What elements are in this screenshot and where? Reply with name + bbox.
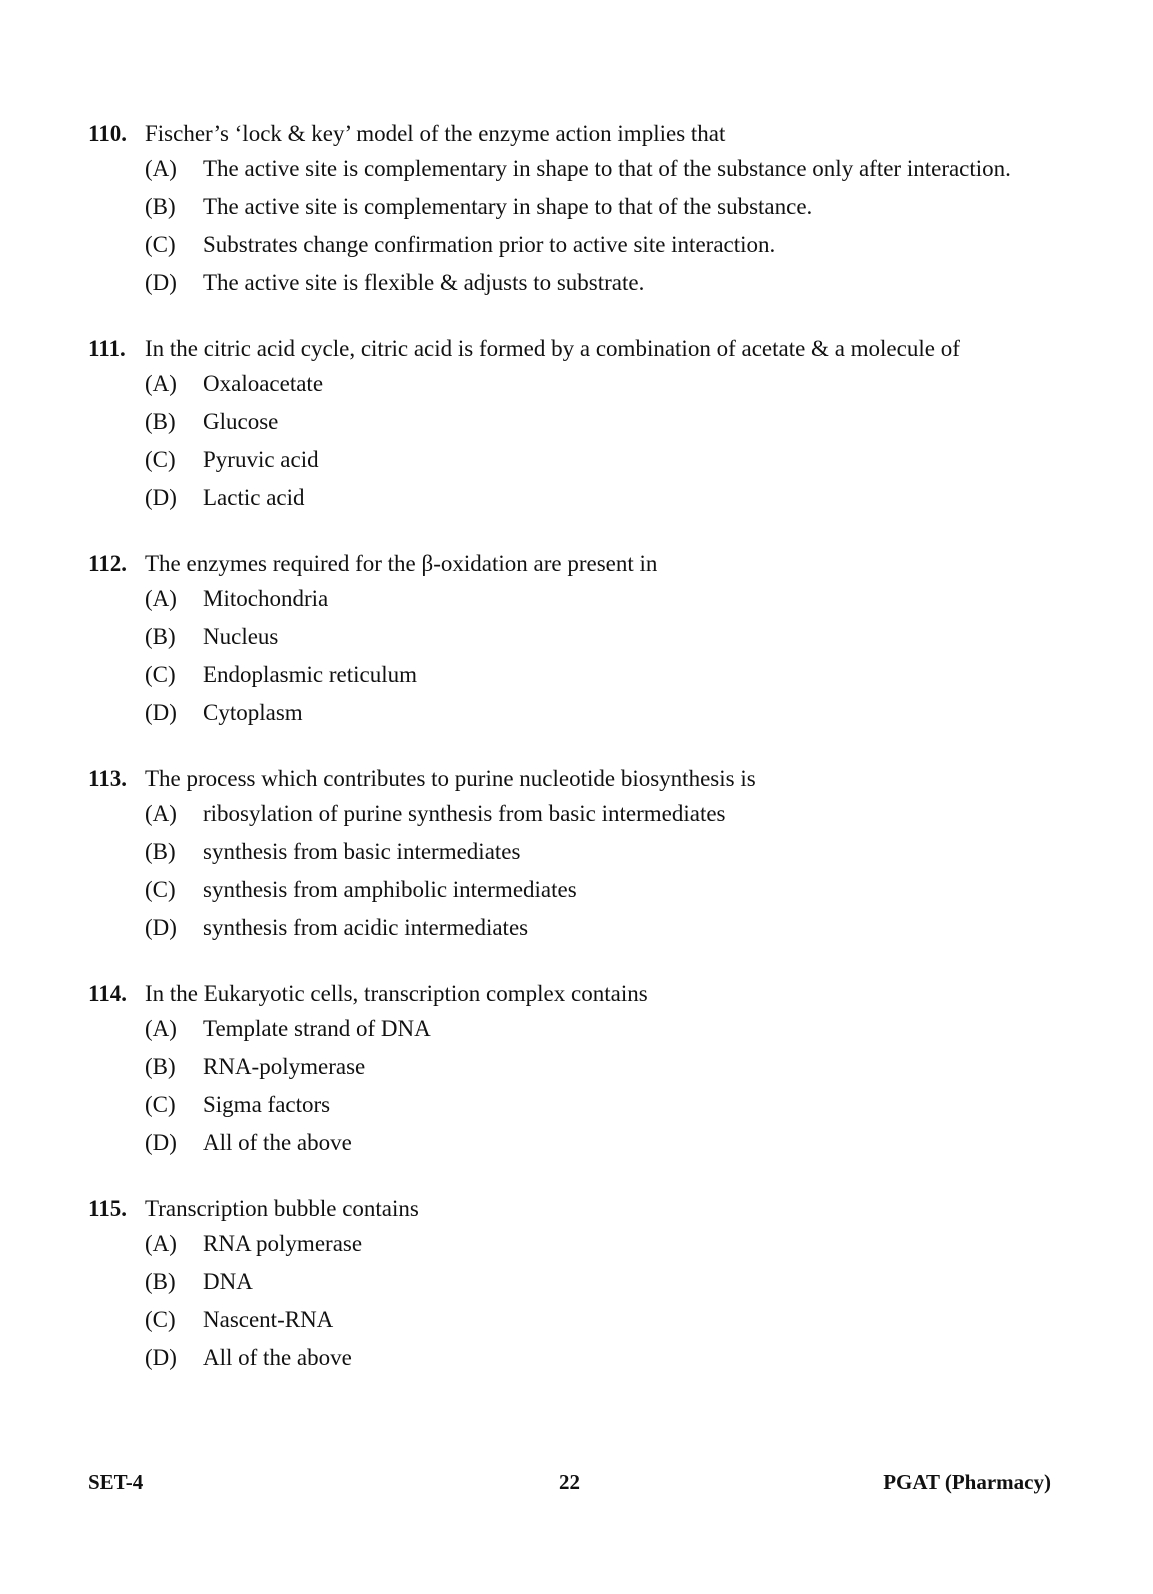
option-letter: (A) (145, 586, 177, 611)
answer-option (145, 622, 1043, 651)
question-list (88, 118, 1043, 1408)
option-text: Substrates change confirmation prior to active site interaction. (203, 232, 776, 257)
option-letter: (A) (145, 371, 177, 396)
option-text: All of the above (203, 1345, 352, 1370)
answer-option (145, 1343, 1043, 1372)
option-letter: (D) (145, 485, 177, 510)
question-number: 114. (88, 981, 127, 1006)
answer-option (145, 913, 1043, 942)
question-number: 113. (88, 766, 127, 791)
question-text: Transcription bubble contains (145, 1196, 419, 1221)
answer-option (145, 1014, 1043, 1043)
option-text: Template strand of DNA (203, 1016, 431, 1041)
footer-set-label: SET-4 (88, 1470, 144, 1494)
option-letter: (B) (145, 409, 176, 434)
answer-option (145, 445, 1043, 474)
option-text: The active site is complementary in shape to that of the substance. (203, 194, 813, 219)
answer-option (145, 483, 1043, 512)
question-stem (88, 978, 1043, 1010)
answer-option (145, 1229, 1043, 1258)
answer-option (145, 1128, 1043, 1157)
option-text: RNA polymerase (203, 1231, 363, 1256)
question-block (88, 1193, 1043, 1372)
option-list (145, 369, 1043, 512)
question-stem (88, 763, 1043, 795)
footer-page-number: 22 (559, 1470, 580, 1494)
option-text: Nascent-RNA (203, 1307, 334, 1332)
question-block (88, 548, 1043, 727)
option-text: synthesis from basic intermediates (203, 839, 521, 864)
question-number: 110. (88, 121, 127, 146)
option-letter: (C) (145, 877, 176, 902)
option-text: ribosylation of purine synthesis from basic intermediates (203, 801, 726, 826)
option-letter: (C) (145, 662, 176, 687)
option-text: The active site is flexible & adjusts to substrate. (203, 270, 645, 295)
answer-option (145, 584, 1043, 613)
answer-option (145, 1090, 1043, 1119)
answer-option (145, 192, 1043, 221)
option-letter: (B) (145, 194, 176, 219)
answer-option (145, 837, 1043, 866)
question-text: The process which contributes to purine nucleotide biosynthesis is (145, 766, 756, 791)
question-number: 115. (88, 1196, 127, 1221)
question-block (88, 763, 1043, 942)
option-text: DNA (203, 1269, 253, 1294)
question-block (88, 118, 1043, 297)
option-letter: (D) (145, 1130, 177, 1155)
footer-exam-title: PGAT (Pharmacy) (883, 1470, 1051, 1494)
option-text: Pyruvic acid (203, 447, 319, 472)
option-text: Nucleus (203, 624, 279, 649)
question-text: In the Eukaryotic cells, transcription complex contains (145, 981, 648, 1006)
option-text: synthesis from amphibolic intermediates (203, 877, 577, 902)
answer-option (145, 875, 1043, 904)
option-list (145, 154, 1043, 297)
option-text: Glucose (203, 409, 279, 434)
option-list (145, 584, 1043, 727)
question-stem (88, 1193, 1043, 1225)
answer-option (145, 369, 1043, 398)
option-letter: (D) (145, 270, 177, 295)
option-letter: (B) (145, 624, 176, 649)
question-number: 111. (88, 336, 126, 361)
option-letter: (C) (145, 1307, 176, 1332)
option-letter: (D) (145, 915, 177, 940)
question-stem (88, 548, 1043, 580)
option-letter: (C) (145, 232, 176, 257)
option-letter: (A) (145, 1231, 177, 1256)
answer-option (145, 154, 1043, 183)
option-text: The active site is complementary in shape to that of the substance only after interaction. (203, 156, 1011, 181)
option-text: Oxaloacetate (203, 371, 324, 396)
option-text: synthesis from acidic intermediates (203, 915, 529, 940)
question-stem (88, 333, 1043, 365)
option-text: Lactic acid (203, 485, 305, 510)
option-text: Endoplasmic reticulum (203, 662, 417, 687)
option-letter: (A) (145, 1016, 177, 1041)
answer-option (145, 1052, 1043, 1081)
option-text: Mitochondria (203, 586, 329, 611)
option-letter: (C) (145, 447, 176, 472)
answer-option (145, 799, 1043, 828)
answer-option (145, 407, 1043, 436)
question-text: In the citric acid cycle, citric acid is formed by a combination of acetate & a molecule of (145, 336, 960, 361)
answer-option (145, 230, 1043, 259)
option-letter: (B) (145, 839, 176, 864)
option-letter: (C) (145, 1092, 176, 1117)
answer-option (145, 268, 1043, 297)
answer-option (145, 698, 1043, 727)
option-list (145, 799, 1043, 942)
option-letter: (A) (145, 801, 177, 826)
question-text: The enzymes required for the β-oxidation are present in (145, 551, 658, 576)
option-letter: (D) (145, 1345, 177, 1370)
question-block (88, 978, 1043, 1157)
option-list (145, 1014, 1043, 1157)
option-text: All of the above (203, 1130, 352, 1155)
question-text: Fischer’s ‘lock & key’ model of the enzyme action implies that (145, 121, 726, 146)
option-text: RNA-polymerase (203, 1054, 366, 1079)
option-letter: (B) (145, 1269, 176, 1294)
question-stem (88, 118, 1043, 150)
answer-option (145, 660, 1043, 689)
option-letter: (D) (145, 700, 177, 725)
option-text: Sigma factors (203, 1092, 331, 1117)
option-list (145, 1229, 1043, 1372)
page-footer (88, 1470, 1051, 1500)
option-letter: (A) (145, 156, 177, 181)
answer-option (145, 1267, 1043, 1296)
option-text: Cytoplasm (203, 700, 303, 725)
question-block (88, 333, 1043, 512)
question-number: 112. (88, 551, 127, 576)
answer-option (145, 1305, 1043, 1334)
option-letter: (B) (145, 1054, 176, 1079)
